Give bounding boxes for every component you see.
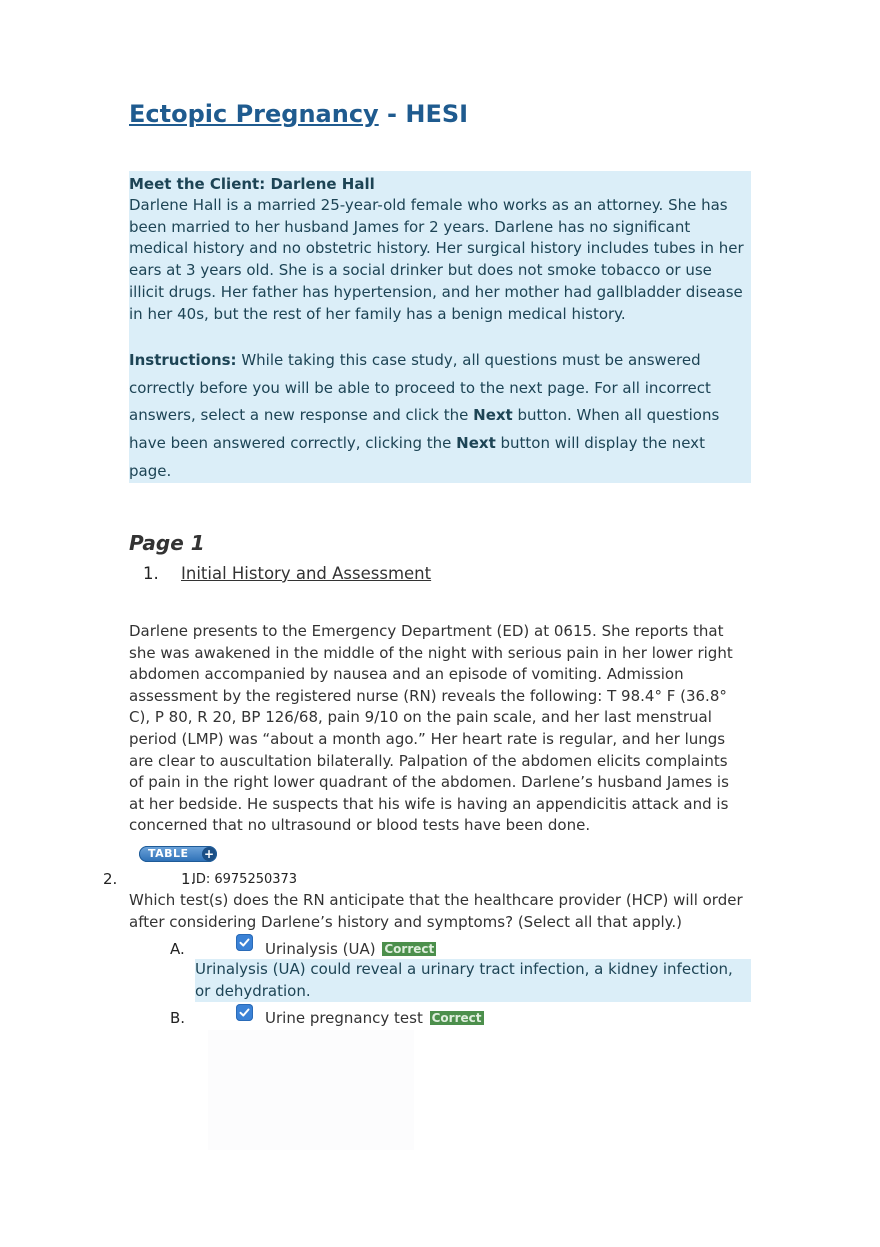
client-description: Darlene Hall is a married 25-year-old female who works as an attorney. She has been married to her husband James for 2 years. Darlene has no significant medical history and no obstetric history. Her surgical history includes tubes in her ears at 3 years old. She is a social drinker but does not smoke tobacco or use illicit drugs. Her father has hypertension, and her mother had gallbladder disease in her 40s, but the rest of her family has a benign medical history. [129, 196, 744, 323]
option-b-label: Urine pregnancy test [265, 1009, 423, 1027]
option-a-letter: A. [170, 940, 185, 958]
page-title [129, 100, 468, 128]
correct-badge: Correct [384, 942, 435, 956]
question-inner-number: 1. [181, 870, 196, 888]
scenario-text: Darlene presents to the Emergency Department (ED) at 0615. She reports that she was awakened in the middle of the night with serious pain in her lower right abdomen accompanied by nausea and an episode of vomiting. Admission assessment by the registered nurse (RN) reveals the following: T 98.4° F (36.8° C), P 80, R 20, BP 126/68, pain 9/10 on the pain scale, and her last menstrual period (LMP) was “about a month ago.” Her heart rate is regular, and her lungs are clear to auscultation bilaterally. Palpation of the abdomen elicits complaints of pain in the right lower quadrant of the abdomen. Darlene’s husband James is at her bedside. He suspects that his wife is having an appendicitis attack and is concerned that no ultrasound or blood tests have been done. [129, 622, 733, 835]
title-suffix: - HESI [378, 100, 469, 128]
title-link[interactable]: Ectopic Pregnancy [129, 100, 379, 128]
section-title-link[interactable]: Initial History and Assessment [181, 564, 432, 583]
question-outer-number: 2. [103, 870, 118, 888]
section-number: 1. [143, 564, 159, 583]
instructions-text [129, 347, 729, 486]
option-a[interactable] [265, 940, 436, 958]
page-heading: Page 1 [129, 531, 205, 555]
option-a-rationale: Urinalysis (UA) could reveal a urinary tract infection, a kidney infection, or dehydration. [195, 959, 751, 1002]
question-text: Which test(s) does the RN anticipate that the healthcare provider (HCP) will order after considering Darlene’s history and symptoms? (Select all that apply.) [129, 891, 743, 931]
next-word-1: Next [473, 406, 513, 425]
question-id: ID: 6975250373 [192, 872, 298, 887]
instructions-part3: button will display the next page. [129, 434, 705, 480]
client-info-panel [129, 171, 751, 483]
option-b[interactable] [265, 1009, 484, 1027]
checkmark-icon [238, 936, 251, 949]
correct-badge: Correct [431, 1011, 482, 1025]
table-button[interactable] [139, 846, 217, 862]
instructions-label: Instructions: [129, 351, 237, 369]
table-button-label: TABLE [148, 847, 189, 860]
client-heading: Meet the Client: Darlene Hall [129, 175, 375, 193]
checkmark-icon [238, 1006, 251, 1019]
next-word-2: Next [456, 434, 496, 453]
plus-icon: + [203, 847, 215, 861]
option-a-checkbox[interactable] [236, 934, 253, 951]
instructions-part2: button. When all questions have been answered correctly, clicking the [129, 406, 720, 453]
option-a-label: Urinalysis (UA) [265, 940, 376, 958]
instructions-part1: While taking this case study, all questions must be answered correctly before you will be able to proceed to the next page. For all incorrect answers, select a new response and click the [129, 351, 711, 425]
options-backdrop [208, 1030, 414, 1150]
option-b-letter: B. [170, 1009, 186, 1027]
option-b-checkbox[interactable] [236, 1004, 253, 1021]
